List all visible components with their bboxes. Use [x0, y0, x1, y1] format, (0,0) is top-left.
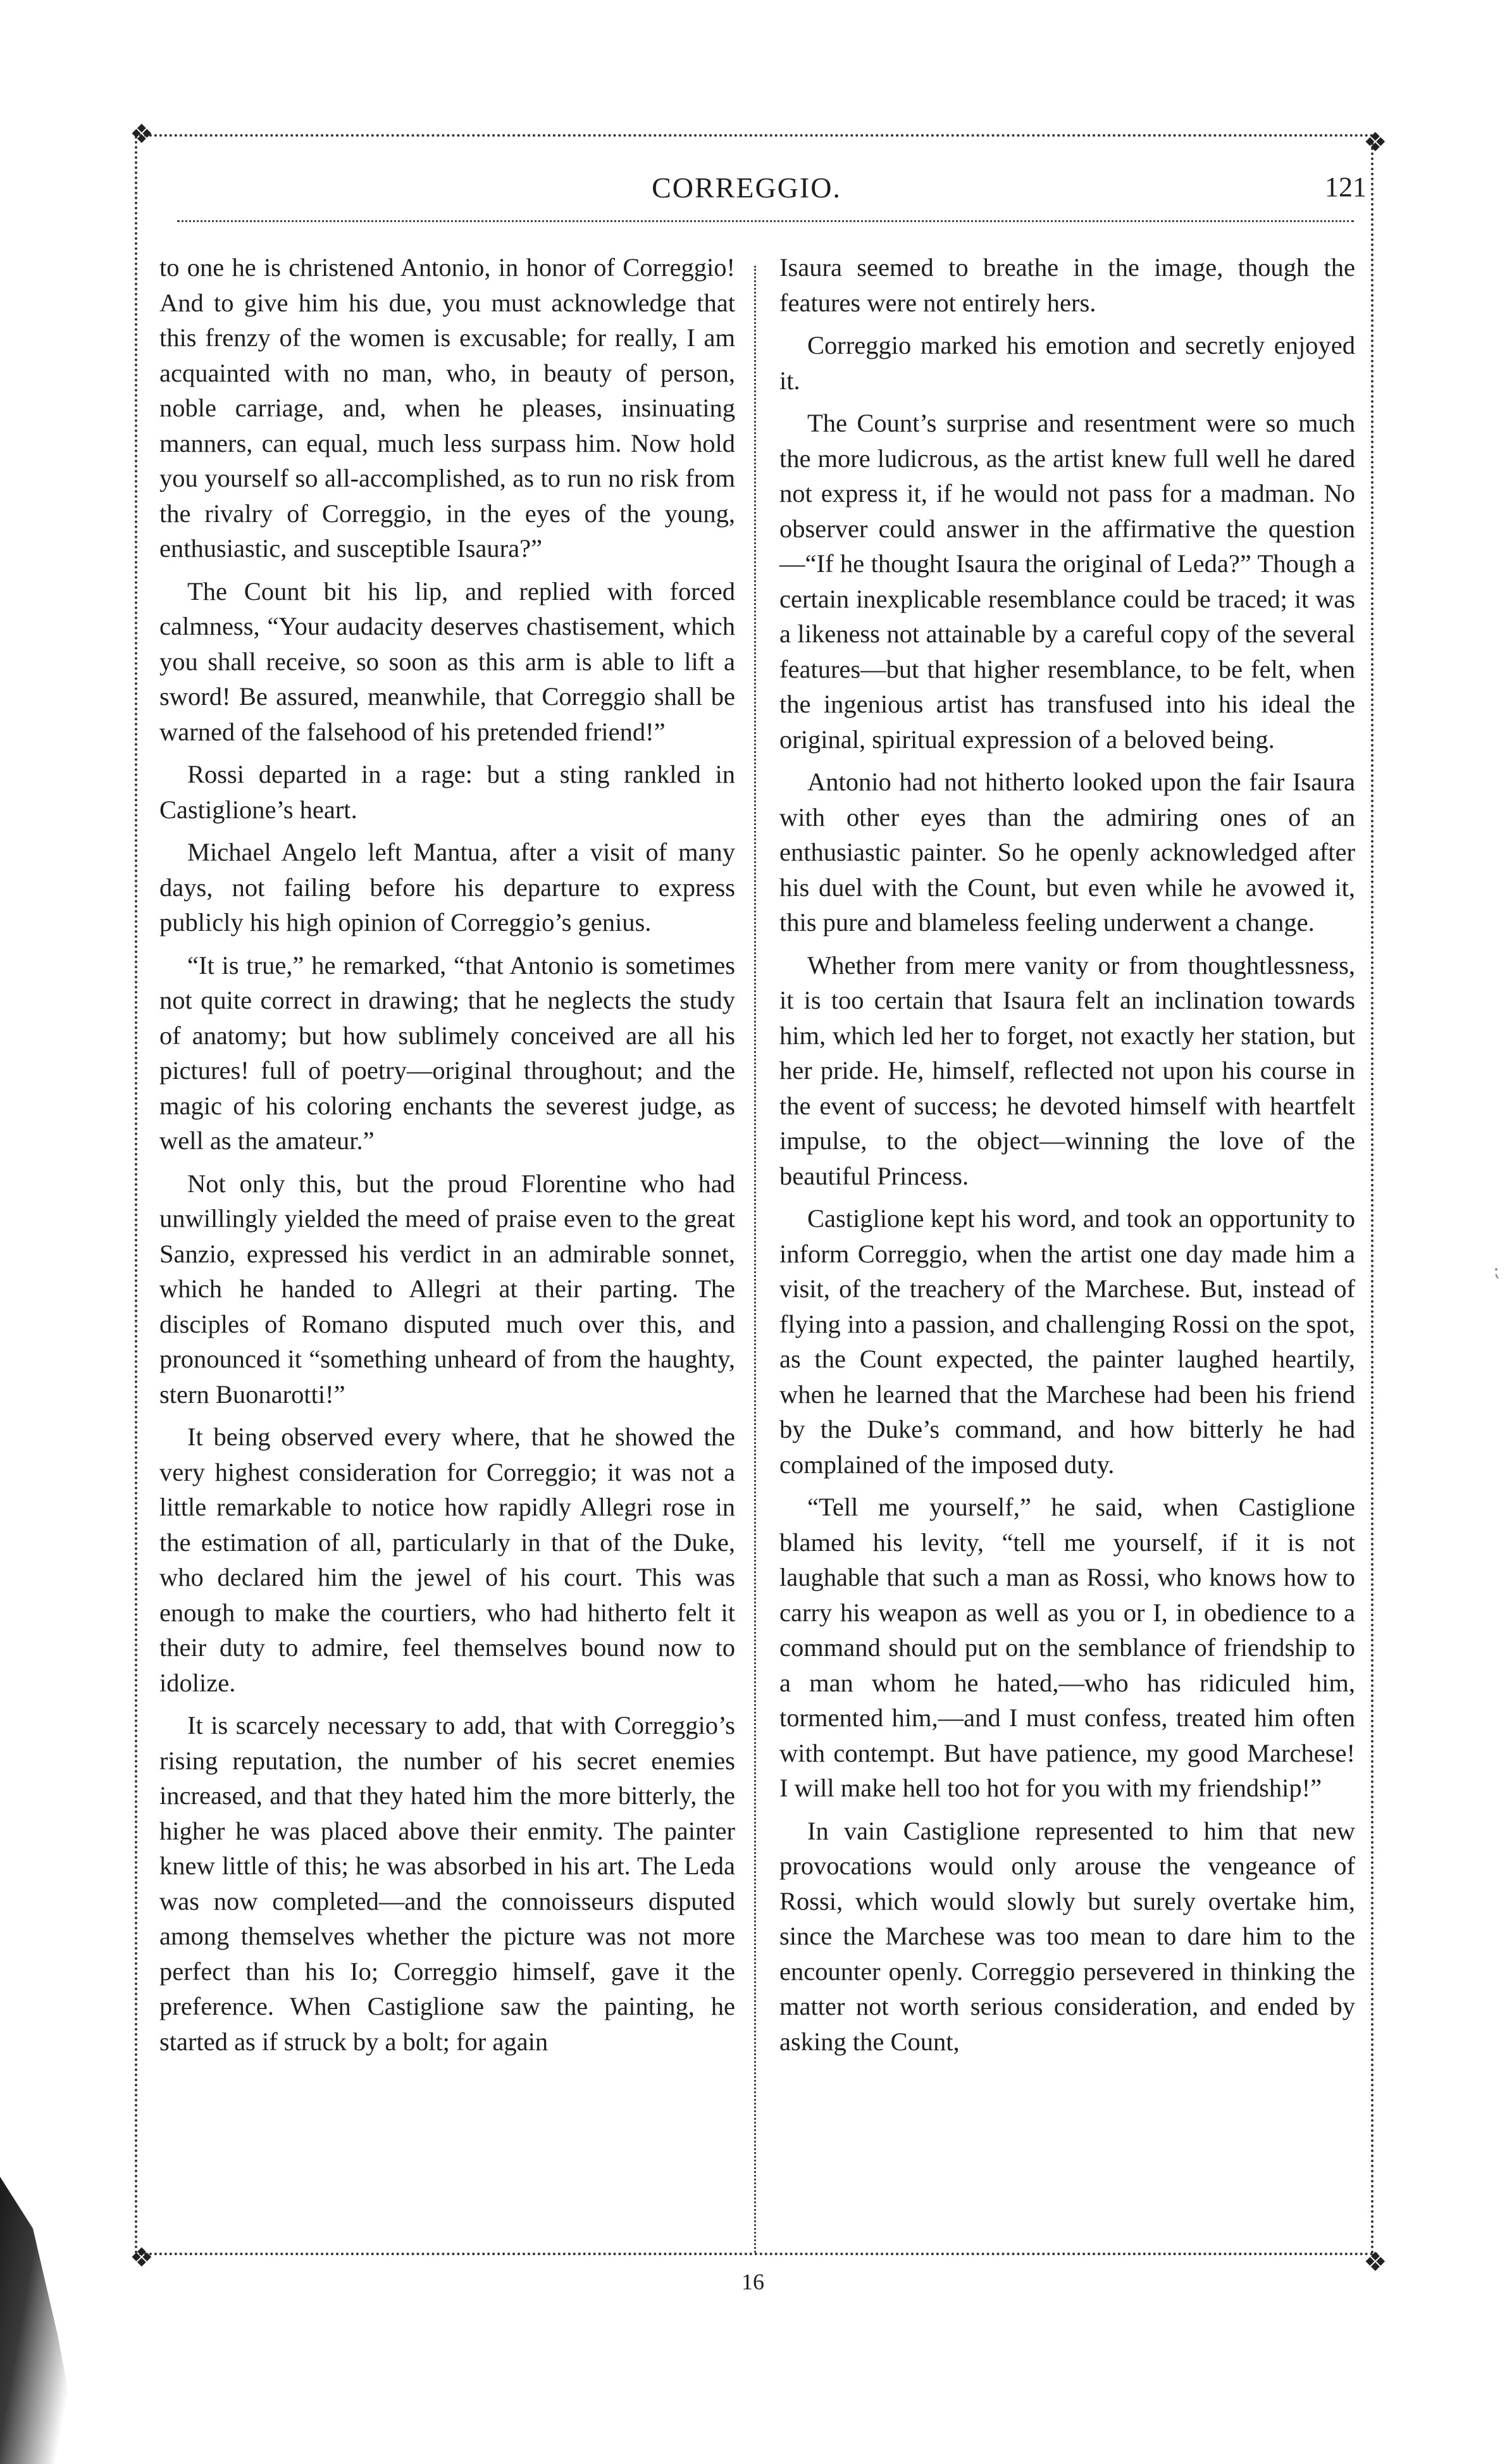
paragraph: to one he is christened Antonio, in honor of Correggio! And to give him his due, you must acknowledge that this frenzy of the women is excusable; for really, I am acquainted with no man, who, in beauty of person, noble carriage, and, when he pleases, insinuating manners, can equal, much less surpass him. Now hold you yourself so all-accomplished, as to run no risk from the rivalry of Correggio, in the eyes of the young, enthusiastic, and susceptible Isaura?”: [159, 253, 735, 563]
paragraph: It is scarcely necessary to add, that with Correggio’s rising reputation, the number of his secret enemies increased, and that they hated him the more bitterly, the higher he was placed above their enmity. The painter knew little of this; he was absorbed in his art. The Leda was now completed—and the connoisseurs disputed among themselves whether the picture was not more perfect than his Io; Correggio himself, gave it the preference. When Castiglione saw the painting, he started as if struck by a bolt; for again: [159, 1711, 735, 2056]
paragraph: The Count bit his lip, and replied with forced calmness, “Your audacity deserves chastisement, which you shall receive, so soon as this arm is able to lift a sword! Be assured, meanwhile, that Correggio shall be warned of the falsehood of his pretended friend!”: [159, 576, 735, 746]
paragraph: Not only this, but the proud Florentine who had unwillingly yielded the meed of praise even to the great Sanzio, expressed his verdict in an admirable sonnet, which he handed to Allegri at their parting. The disciples of Romano disputed much over this, and pronounced it “something unheard of from the haughty, stern Buonarotti!”: [159, 1169, 735, 1409]
paragraph: Castiglione kept his word, and took an opportunity to inform Correggio, when the artist one day made him a visit, of the treachery of the Marchese. But, instead of flying into a passion, and challenging Rossi on the spot, as the Count expected, the painter laughed heartily, when he learned that the Marchese had been his friend by the Duke’s command, and how bitterly he had complained of the imposed duty.: [779, 1204, 1355, 1479]
corner-ornament-icon: ❖: [1363, 128, 1387, 158]
paragraph: “It is true,” he remarked, “that Antonio is sometimes not quite correct in drawing; that he neglects the study of anatomy; but how sublimely conceived are all his pictures! full of poetry—original throughout; and the magic of his coloring enchants the severest judge, as well as the amateur.”: [159, 950, 735, 1155]
paragraph: It being observed every where, that he showed the very highest consideration for Correggio; it was not a little remarkable to notice how rapidly Allegri rose in the estimation of all, particularly in that of the Duke, who declared him the jewel of his court. This was enough to make the courtiers, who had hitherto felt it their duty to admire, feel themselves bound now to idolize.: [159, 1422, 735, 1697]
paragraph: Isaura seemed to breathe in the image, though the features were not entirely hers.: [779, 253, 1355, 317]
header-rule: [177, 220, 1354, 228]
corner-ornament-icon: ❖: [130, 2244, 154, 2273]
running-title: CORREGGIO.: [652, 171, 841, 204]
right-border-ornament: [1371, 142, 1380, 2256]
page-number: 121: [1325, 171, 1367, 202]
paragraph: The Count’s surprise and resentment were so much the more ludicrous, as the artist knew full well he dared not express it, if he would not pass for a madman. No observer could answer in the affirmative the question—“If he thought Isaura the original of Leda?” Though a certain inexplicable resemblance could be traced; it was a likeness not attainable by a careful copy of the several features—but that higher resemblance, to be felt, when the ingenious artist has transfused into his ideal the original, spiritual expression of a beloved being.: [779, 409, 1355, 754]
paragraph: “Tell me yourself,” he said, when Castiglione blamed his levity, “tell me yourself, if it is not laughable that such a man as Rossi, who knows how to carry his weapon as well as you or I, in obedience to a command should put on the semblance of friendship to a man whom he hated,—who has ridiculed him, tormented him,—and I must confess, treated him often with contempt. But have patience, my good Marchese! I will make hell too hot for you with my friendship!”: [779, 1493, 1355, 1802]
left-column: [159, 250, 735, 2067]
page-edge-shadow: [0, 2177, 82, 2464]
left-border-ornament: [135, 136, 144, 2256]
paragraph: Rossi departed in a rage: but a sting rankled in Castiglione’s heart.: [159, 760, 735, 824]
paragraph: Whether from mere vanity or from thoughtlessness, it is too certain that Isaura felt an inclination towards him, which led her to forget, not exactly her station, but her pride. He, himself, reflected not upon his course in the event of success; he devoted himself with heartfelt impulse, to the object—winning the love of the beautiful Princess.: [779, 950, 1355, 1190]
paragraph: Antonio had not hitherto looked upon the fair Isaura with other eyes than the admiring ones of an enthusiastic painter. So he openly acknowledged after his duel with the Count, but even while he avowed it, this pure and blameless feeling underwent a change.: [779, 768, 1355, 936]
corner-ornament-icon: ❖: [1363, 2248, 1387, 2277]
corner-ornament-icon: ❖: [130, 120, 154, 149]
bottom-border-ornament: [139, 2253, 1379, 2270]
margin-mark: ⁏: [1493, 1260, 1500, 1281]
paragraph: Correggio marked his emotion and secretly enjoyed it.: [779, 331, 1355, 395]
signature-mark: 16: [741, 2269, 764, 2294]
top-border-ornament: [139, 134, 1379, 152]
column-divider: [754, 266, 761, 2253]
right-column: [779, 250, 1355, 2067]
paragraph: In vain Castiglione represented to him that new provocations would only arouse the vengeance of Rossi, which would slowly but surely overtake him, since the Marchese was too mean to dare him to the encounter openly. Correggio persevered in thinking the matter not worth serious consideration, and ended by asking the Count,: [779, 1816, 1355, 2056]
paragraph: Michael Angelo left Mantua, after a visit of many days, not failing before his departure to express publicly his high opinion of Correggio’s genius.: [159, 838, 735, 936]
